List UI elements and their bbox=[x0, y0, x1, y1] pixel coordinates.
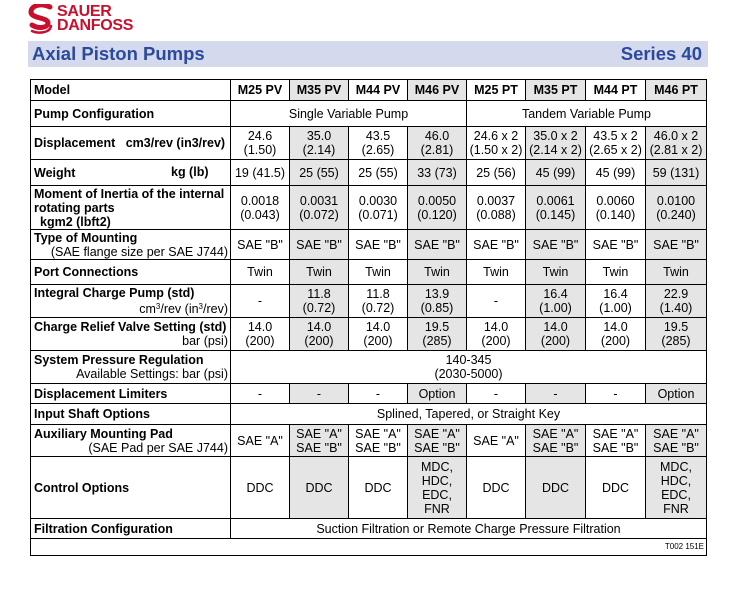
cell-line: 43.5 x 2 bbox=[593, 129, 638, 143]
cell-line: (285) bbox=[661, 334, 691, 348]
cell-line: SAE "A" bbox=[532, 426, 579, 441]
pump-config-pv: Single Variable Pump bbox=[231, 101, 467, 127]
table-cell: Twin bbox=[408, 260, 467, 285]
cell-line: 0.0031 bbox=[299, 193, 339, 208]
cell-line: 22.9 bbox=[663, 287, 689, 301]
table-cell bbox=[231, 285, 290, 318]
row-label-sub: Available Settings: bar (psi) bbox=[76, 367, 228, 381]
cell-line: 14.0 bbox=[247, 320, 273, 334]
table-cell bbox=[646, 186, 707, 230]
table-row bbox=[31, 404, 707, 425]
cell-line: DDC bbox=[305, 480, 333, 495]
cell-line: (200) bbox=[540, 334, 571, 348]
col-header: M44 PV bbox=[349, 80, 408, 101]
cell-line: DDC bbox=[601, 480, 630, 495]
row-label-line: rotating parts bbox=[34, 200, 115, 215]
cell-line: (285) bbox=[422, 334, 452, 348]
table-cell: SAE "B" bbox=[586, 230, 646, 260]
cell-line: (2.65) bbox=[361, 143, 395, 157]
cell-line: (2.14 x 2) bbox=[529, 143, 582, 157]
cell-line: (1.50 x 2) bbox=[469, 143, 523, 157]
cell-line: DDC bbox=[246, 480, 274, 495]
cell-line: DDC bbox=[364, 480, 392, 495]
table-cell: Twin bbox=[349, 260, 408, 285]
cell-line: (200) bbox=[363, 334, 393, 348]
cell-line: 24.6 bbox=[247, 129, 273, 143]
table-cell bbox=[646, 285, 707, 318]
col-header: M25 PV bbox=[231, 80, 290, 101]
table-cell: SAE "B" bbox=[349, 230, 408, 260]
cell-line: 19.5 bbox=[424, 320, 450, 334]
table-row bbox=[31, 519, 707, 539]
cell-line: (0.85) bbox=[420, 301, 454, 315]
table-cell: SAE "B" bbox=[526, 230, 586, 260]
table-row bbox=[31, 160, 707, 186]
table-cell bbox=[467, 285, 526, 318]
page-title-bar bbox=[28, 41, 708, 67]
table-cell bbox=[231, 127, 290, 160]
cell-line: SAE "B" bbox=[592, 440, 639, 455]
cell-line: SAE "A" bbox=[592, 426, 639, 441]
table-cell bbox=[586, 285, 646, 318]
cell-line: SAE "A" bbox=[237, 433, 283, 448]
row-label-text: Charge Relief Valve Setting (std) bbox=[34, 320, 227, 334]
table-row bbox=[31, 260, 707, 285]
brand-wordmark bbox=[57, 5, 133, 33]
row-label: Control Options bbox=[31, 457, 231, 519]
table-cell bbox=[231, 186, 290, 230]
row-label-sub: bar (psi) bbox=[182, 334, 228, 348]
unit-part: /rev (in bbox=[160, 302, 199, 316]
table-cell bbox=[467, 318, 526, 351]
model-label: Model bbox=[31, 80, 231, 101]
col-header: M44 PT bbox=[586, 80, 646, 101]
cell-line: SAE "A" bbox=[355, 426, 401, 441]
table-cell bbox=[526, 425, 586, 457]
row-label bbox=[31, 318, 231, 351]
cell-line: FNR bbox=[663, 501, 689, 516]
cell-line: 0.0100 bbox=[656, 193, 696, 208]
table-cell: Option bbox=[408, 384, 467, 404]
table-cell bbox=[586, 457, 646, 519]
footnote-code: T002 151E bbox=[31, 539, 707, 556]
brand-line-1: SAUER bbox=[57, 3, 112, 20]
table-cell: Twin bbox=[467, 260, 526, 285]
cell-line: SAE "B" bbox=[355, 440, 401, 455]
cell-line: (0.043) bbox=[240, 207, 280, 222]
table-cell: - bbox=[467, 384, 526, 404]
row-label: Port Connections bbox=[31, 260, 231, 285]
table-cell bbox=[231, 318, 290, 351]
table-cell: 19 (41.5) bbox=[231, 160, 290, 186]
table-row bbox=[31, 101, 707, 127]
row-label-sub: (SAE flange size per SAE J744) bbox=[50, 244, 228, 259]
table-row bbox=[31, 351, 707, 384]
cell-line: 0.0050 bbox=[417, 193, 457, 208]
cell-line: 0.0037 bbox=[476, 193, 516, 208]
table-header-row bbox=[31, 80, 707, 101]
table-cell bbox=[586, 425, 646, 457]
row-label: Input Shaft Options bbox=[31, 404, 231, 425]
unit-superscript: 3 bbox=[155, 302, 161, 311]
table-row bbox=[31, 285, 707, 318]
row-label: Filtration Configuration bbox=[31, 519, 231, 539]
table-cell: 45 (99) bbox=[526, 160, 586, 186]
table-cell bbox=[349, 186, 408, 230]
cell-line: (200) bbox=[304, 334, 334, 348]
table-row bbox=[31, 384, 707, 404]
table-cell bbox=[467, 186, 526, 230]
table-cell bbox=[646, 318, 707, 351]
cell-line: (0.72) bbox=[302, 301, 336, 315]
spec-table bbox=[30, 79, 707, 556]
cell-line: - bbox=[257, 294, 263, 308]
table-cell bbox=[349, 285, 408, 318]
cell-line: 11.8 bbox=[366, 287, 390, 301]
cell-line: SAE "B" bbox=[653, 440, 699, 455]
table-footer-row bbox=[31, 539, 707, 556]
row-label-sub: (SAE Pad per SAE J744) bbox=[88, 440, 228, 455]
cell-line: 16.4 bbox=[603, 287, 628, 301]
pressure-regulation-value bbox=[231, 351, 707, 384]
cell-line: (2.81 x 2) bbox=[649, 143, 703, 157]
table-cell bbox=[290, 425, 349, 457]
cell-line: SAE "A" bbox=[296, 426, 342, 441]
cell-line: 43.5 bbox=[365, 129, 391, 143]
row-label-text: Weight bbox=[34, 165, 76, 180]
page-title: Axial Piston Pumps bbox=[32, 43, 205, 64]
col-header: M35 PV bbox=[290, 80, 349, 101]
table-cell bbox=[408, 318, 467, 351]
table-row bbox=[31, 230, 707, 260]
cell-line: (0.072) bbox=[299, 207, 339, 222]
table-cell: SAE "B" bbox=[408, 230, 467, 260]
cell-line: SAE "B" bbox=[532, 440, 579, 455]
row-label bbox=[31, 351, 231, 384]
cell-line: (2030-5000) bbox=[434, 367, 503, 381]
table-cell: Twin bbox=[290, 260, 349, 285]
table-cell bbox=[349, 127, 408, 160]
series-label: Series 40 bbox=[620, 43, 702, 64]
cell-line: (2.81) bbox=[420, 143, 454, 157]
row-label-text: Type of Mounting bbox=[34, 230, 138, 245]
cell-line: (0.240) bbox=[656, 207, 696, 222]
table-cell: - bbox=[526, 384, 586, 404]
table-cell bbox=[408, 425, 467, 457]
pump-config-pt: Tandem Variable Pump bbox=[467, 101, 707, 127]
cell-line: 140-345 bbox=[445, 353, 492, 367]
cell-line: 0.0018 bbox=[240, 193, 280, 208]
cell-line: SAE "A" bbox=[653, 426, 699, 441]
table-cell bbox=[290, 127, 349, 160]
table-cell bbox=[586, 186, 646, 230]
cell-line: HDC, bbox=[660, 473, 692, 488]
table-row bbox=[31, 318, 707, 351]
cell-line: (0.145) bbox=[535, 207, 576, 222]
brand-line-2: DANFOSS bbox=[57, 17, 134, 34]
col-header: M46 PV bbox=[408, 80, 467, 101]
table-cell bbox=[408, 186, 467, 230]
table-cell bbox=[526, 318, 586, 351]
table-cell bbox=[290, 318, 349, 351]
row-label-line: Moment of Inertia of the internal bbox=[34, 186, 225, 201]
table-cell: SAE "B" bbox=[646, 230, 707, 260]
row-label bbox=[31, 160, 231, 186]
cell-line: (0.088) bbox=[476, 207, 516, 222]
table-cell: - bbox=[231, 384, 290, 404]
cell-line: 11.8 bbox=[307, 287, 331, 301]
table-cell bbox=[408, 127, 467, 160]
row-label bbox=[31, 425, 231, 457]
row-label bbox=[31, 285, 231, 318]
row-label: Pump Configuration bbox=[31, 101, 231, 127]
table-cell bbox=[467, 457, 526, 519]
table-cell: - bbox=[349, 384, 408, 404]
input-shaft-value: Splined, Tapered, or Straight Key bbox=[231, 404, 707, 425]
unit-part: /rev) bbox=[203, 302, 228, 316]
table-cell bbox=[349, 457, 408, 519]
table-cell: 59 (131) bbox=[646, 160, 707, 186]
table-cell bbox=[231, 425, 290, 457]
row-label bbox=[31, 186, 231, 230]
cell-line: FNR bbox=[424, 501, 450, 516]
cell-line: 46.0 bbox=[424, 129, 450, 143]
cell-line: SAE "B" bbox=[296, 440, 342, 455]
table-cell: SAE "B" bbox=[231, 230, 290, 260]
col-header: M35 PT bbox=[526, 80, 586, 101]
cell-line: 24.6 x 2 bbox=[473, 129, 519, 143]
cell-line: SAE "A" bbox=[414, 426, 460, 441]
table-cell bbox=[231, 457, 290, 519]
cell-line: (1.50) bbox=[243, 143, 277, 157]
table-cell: Option bbox=[646, 384, 707, 404]
cell-line: DDC bbox=[541, 480, 570, 495]
table-row bbox=[31, 186, 707, 230]
table-cell: Twin bbox=[526, 260, 586, 285]
row-label-sub bbox=[34, 300, 230, 316]
cell-line: 14.0 bbox=[483, 320, 509, 334]
row-label-text: System Pressure Regulation bbox=[34, 353, 204, 367]
cell-line: (2.65 x 2) bbox=[589, 143, 642, 157]
unit-part: cm bbox=[139, 302, 156, 316]
table-cell: 45 (99) bbox=[586, 160, 646, 186]
cell-line: 0.0060 bbox=[596, 193, 635, 208]
col-header: M46 PT bbox=[646, 80, 707, 101]
table-cell bbox=[408, 285, 467, 318]
col-header: M25 PT bbox=[467, 80, 526, 101]
cell-line: 14.0 bbox=[603, 320, 628, 334]
table-cell bbox=[526, 186, 586, 230]
table-cell: 25 (55) bbox=[349, 160, 408, 186]
table-cell: - bbox=[290, 384, 349, 404]
cell-line: 13.9 bbox=[424, 287, 450, 301]
cell-line: (200) bbox=[481, 334, 511, 348]
cell-line: 35.0 x 2 bbox=[533, 129, 578, 143]
table-cell bbox=[290, 457, 349, 519]
cell-line: 14.0 bbox=[365, 320, 391, 334]
table-cell: - bbox=[586, 384, 646, 404]
cell-line: HDC, bbox=[421, 473, 453, 488]
table-cell: Twin bbox=[586, 260, 646, 285]
table-cell bbox=[408, 457, 467, 519]
table-cell bbox=[467, 425, 526, 457]
unit-superscript: 3 bbox=[198, 302, 203, 311]
cell-line: 0.0061 bbox=[536, 193, 575, 208]
cell-line: 46.0 x 2 bbox=[653, 129, 699, 143]
table-cell bbox=[586, 318, 646, 351]
table-cell bbox=[646, 457, 707, 519]
table-cell bbox=[646, 127, 707, 160]
cell-line: SAE "A" bbox=[473, 433, 519, 448]
cell-line: EDC, bbox=[422, 487, 452, 502]
table-cell bbox=[586, 127, 646, 160]
table-cell bbox=[526, 457, 586, 519]
table-cell: Twin bbox=[646, 260, 707, 285]
brand-logo bbox=[28, 4, 133, 34]
cell-line: (0.120) bbox=[417, 207, 457, 222]
table-cell: 33 (73) bbox=[408, 160, 467, 186]
cell-line: (200) bbox=[245, 334, 275, 348]
row-label-text: Displacement bbox=[34, 136, 116, 150]
table-cell bbox=[349, 318, 408, 351]
cell-line: (2.14) bbox=[302, 143, 336, 157]
row-label bbox=[31, 127, 231, 160]
cell-line: - bbox=[493, 294, 499, 308]
table-cell bbox=[526, 127, 586, 160]
table-cell bbox=[646, 425, 707, 457]
table-cell bbox=[290, 186, 349, 230]
cell-line: 0.0030 bbox=[358, 193, 398, 208]
table-cell: SAE "B" bbox=[467, 230, 526, 260]
row-label-text: Integral Charge Pump (std) bbox=[34, 286, 195, 300]
cell-line: 14.0 bbox=[543, 320, 568, 334]
filtration-value: Suction Filtration or Remote Charge Pressure Filtration bbox=[231, 519, 707, 539]
table-row bbox=[31, 457, 707, 519]
cell-line: DDC bbox=[482, 480, 510, 495]
table-cell bbox=[526, 285, 586, 318]
table-cell: 25 (56) bbox=[467, 160, 526, 186]
row-label bbox=[31, 230, 231, 260]
cell-line: 35.0 bbox=[306, 129, 332, 143]
cell-line: (1.00) bbox=[599, 301, 632, 315]
cell-line: (0.140) bbox=[595, 207, 636, 222]
table-cell bbox=[349, 425, 408, 457]
cell-line: (1.40) bbox=[659, 301, 693, 315]
row-label-line: kgm2 (lbft2) bbox=[40, 214, 111, 229]
row-label-unit: cm3/rev (in3/rev) bbox=[125, 136, 226, 150]
cell-line: (0.72) bbox=[361, 301, 395, 315]
table-cell bbox=[467, 127, 526, 160]
cell-line: 16.4 bbox=[543, 287, 568, 301]
table-cell bbox=[290, 285, 349, 318]
cell-line: (200) bbox=[600, 334, 631, 348]
table-row bbox=[31, 425, 707, 457]
table-cell: 25 (55) bbox=[290, 160, 349, 186]
sauer-danfoss-s-logo-icon bbox=[28, 4, 54, 34]
cell-line: MDC, bbox=[660, 459, 692, 474]
table-row bbox=[31, 127, 707, 160]
cell-line: 14.0 bbox=[306, 320, 332, 334]
cell-line: 19.5 bbox=[663, 320, 689, 334]
table-cell: SAE "B" bbox=[290, 230, 349, 260]
row-label-text: Auxiliary Mounting Pad bbox=[34, 426, 173, 441]
cell-line: SAE "B" bbox=[414, 440, 460, 455]
cell-line: (1.00) bbox=[539, 301, 572, 315]
row-label: Displacement Limiters bbox=[31, 384, 231, 404]
cell-line: (0.071) bbox=[358, 207, 398, 222]
table-cell: Twin bbox=[231, 260, 290, 285]
cell-line: EDC, bbox=[661, 487, 691, 502]
cell-line: MDC, bbox=[421, 459, 453, 474]
row-label-unit: kg (lb) bbox=[171, 165, 209, 179]
